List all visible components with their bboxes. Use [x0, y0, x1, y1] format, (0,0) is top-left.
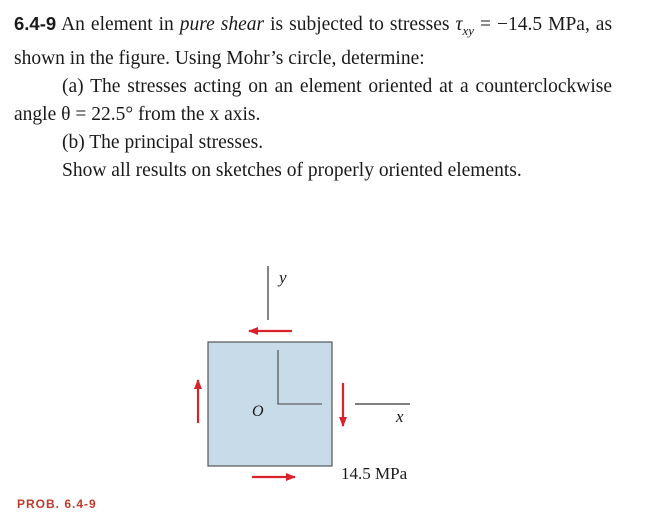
intro-text-a: An element in	[61, 14, 174, 35]
pure-shear-emphasis: pure shear	[179, 14, 265, 35]
stress-magnitude-label: 14.5 MPa	[341, 464, 408, 483]
tau-subscript: xy	[462, 23, 475, 38]
instruction: Show all results on sketches of properly oriented elements.	[62, 160, 522, 181]
origin-label: O	[252, 403, 264, 420]
intro-text-b: is subjected to stresses	[270, 14, 450, 35]
tau-value-text: = −14.5 MPa, as shown in the figure. Using Mohr’s circle, determine:	[14, 14, 613, 69]
tau-symbol: τ	[455, 14, 463, 35]
figure-caption: PROB. 6.4-9	[17, 497, 97, 511]
part-a: (a) The stresses acting on an element oriented at a counterclockwise angle θ = 22.5° from the x axis.	[14, 76, 612, 125]
part-b: (b) The principal stresses.	[62, 132, 264, 153]
x-axis-label: x	[396, 407, 404, 426]
y-axis-label: y	[279, 268, 287, 287]
problem-number: 6.4-9	[14, 13, 57, 34]
